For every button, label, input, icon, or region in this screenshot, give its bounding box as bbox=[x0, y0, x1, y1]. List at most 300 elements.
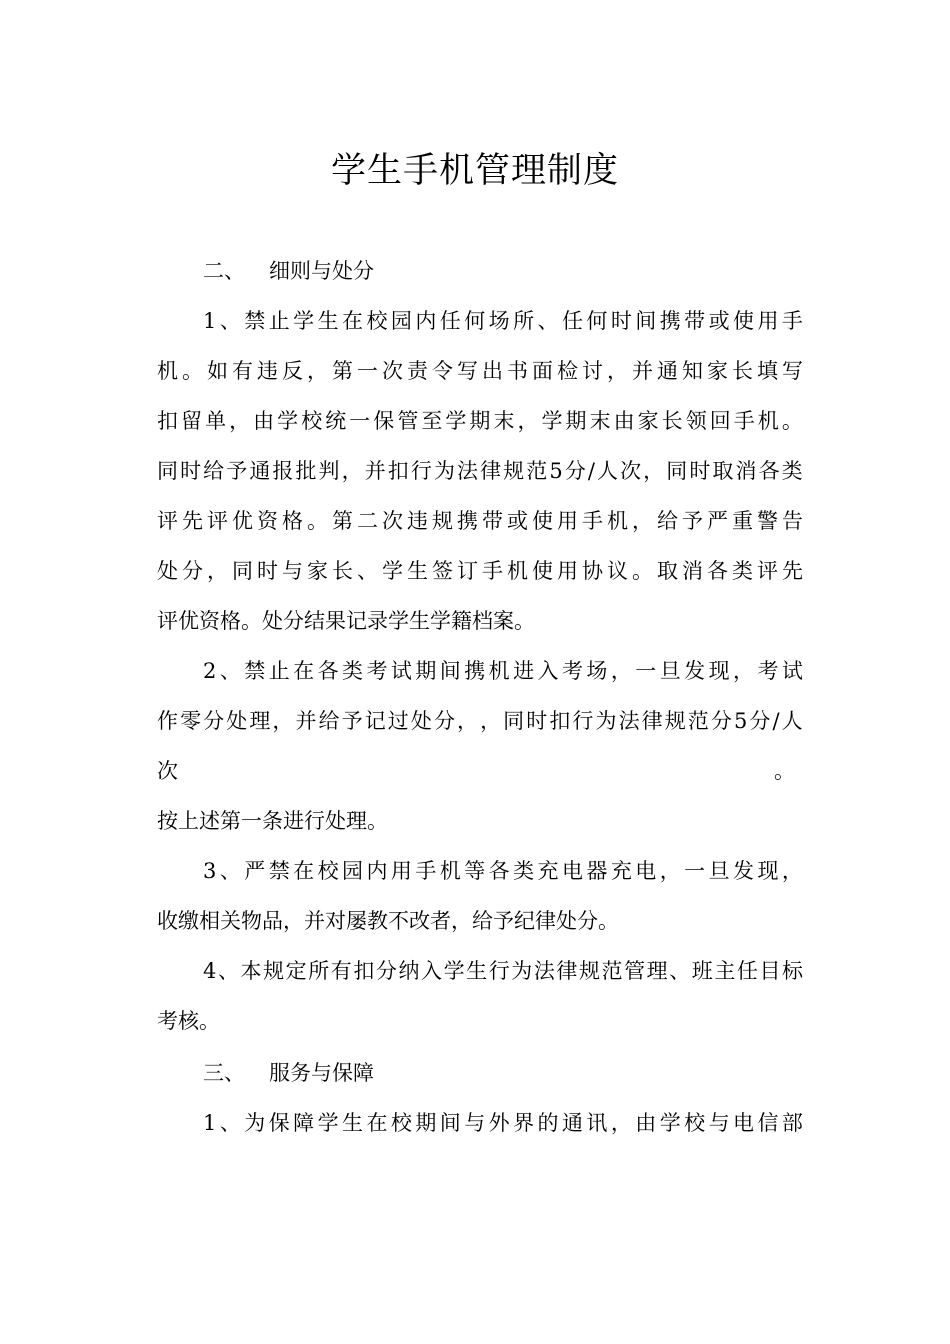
glyph: 一 bbox=[684, 859, 706, 883]
glyph: 给 bbox=[318, 709, 340, 733]
glyph: 行 bbox=[488, 959, 510, 983]
glyph: 处 bbox=[226, 709, 248, 733]
glyph: 场 bbox=[488, 309, 510, 333]
glyph: 告 bbox=[782, 509, 803, 533]
glyph: 与 bbox=[464, 1111, 486, 1135]
glyph: 写 bbox=[782, 359, 803, 383]
glyph: 协 bbox=[582, 559, 603, 583]
glyph: 在 bbox=[293, 859, 315, 883]
glyph: 并 bbox=[364, 459, 386, 483]
glyph: 扣 bbox=[157, 409, 178, 433]
glyph: 类 bbox=[513, 859, 535, 883]
glyph: 二 bbox=[357, 509, 378, 533]
glyph: 期 bbox=[469, 409, 491, 433]
glyph: 园 bbox=[342, 859, 363, 883]
glyph: 分 bbox=[433, 709, 455, 733]
glyph: 各 bbox=[488, 859, 510, 883]
glyph: 管 bbox=[624, 959, 646, 983]
glyph: 分 bbox=[203, 709, 225, 733]
glyph: 取 bbox=[712, 459, 734, 483]
glyph: 学 bbox=[382, 559, 403, 583]
glyph: 、 bbox=[217, 959, 239, 983]
glyph: 予 bbox=[682, 509, 703, 533]
glyph: 理 bbox=[646, 959, 668, 983]
glyph: 学 bbox=[317, 1111, 339, 1135]
glyph: 分 bbox=[375, 959, 397, 983]
glyph: 范 bbox=[687, 709, 709, 733]
glyph: 时 bbox=[689, 459, 711, 483]
glyph: ， bbox=[457, 709, 479, 733]
glyph: 签 bbox=[432, 559, 453, 583]
glyph: 分 bbox=[182, 559, 203, 583]
glyph: 留 bbox=[181, 409, 203, 433]
glyph: 现 bbox=[708, 659, 730, 683]
glyph: 订 bbox=[457, 559, 478, 583]
glyph: 何 bbox=[586, 309, 608, 333]
glyph: 处 bbox=[410, 709, 432, 733]
glyph: 先 bbox=[182, 509, 203, 533]
glyph: 机 bbox=[488, 659, 510, 683]
glyph: 禁 bbox=[268, 859, 290, 883]
glyph: 讨 bbox=[582, 359, 603, 383]
glyph: 定 bbox=[285, 959, 307, 983]
glyph: 讯 bbox=[586, 1111, 608, 1135]
glyph: 学 bbox=[659, 1111, 681, 1135]
glyph: 优 bbox=[232, 509, 253, 533]
glyph: 障 bbox=[293, 1111, 315, 1135]
glyph: 学 bbox=[443, 959, 465, 983]
glyph: 检 bbox=[557, 359, 578, 383]
glyph: 范 bbox=[601, 959, 623, 983]
glyph: 考 bbox=[561, 659, 583, 683]
glyph: 先 bbox=[782, 559, 803, 583]
glyph: 规 bbox=[503, 459, 525, 483]
glyph: 禁 bbox=[244, 309, 266, 333]
section-title: 服务与保障 bbox=[269, 1061, 374, 1085]
glyph: 批 bbox=[295, 459, 317, 483]
glyph: 在 bbox=[342, 309, 363, 333]
glyph: 第 bbox=[332, 509, 353, 533]
glyph: 部 bbox=[781, 1111, 803, 1135]
glyph: ， bbox=[781, 859, 803, 883]
glyph: 入 bbox=[421, 959, 442, 983]
paragraph-line bbox=[157, 396, 803, 446]
glyph: 律 bbox=[480, 459, 502, 483]
glyph: ， bbox=[272, 709, 294, 733]
glyph: 评 bbox=[207, 509, 228, 533]
section-heading-2 bbox=[203, 246, 803, 296]
glyph: 所 bbox=[513, 309, 535, 333]
glyph: 发 bbox=[733, 859, 754, 883]
glyph: 由 bbox=[613, 409, 635, 433]
glyph: 为 bbox=[433, 459, 455, 483]
glyph: 第 bbox=[332, 359, 353, 383]
glyph: 使 bbox=[532, 509, 553, 533]
glyph: 领 bbox=[685, 409, 707, 433]
paragraph-line bbox=[203, 1098, 803, 1148]
glyph: 本 bbox=[240, 959, 262, 983]
document-title: 学生手机管理制度 bbox=[330, 151, 619, 191]
glyph: 携 bbox=[659, 309, 681, 333]
glyph: 生 bbox=[466, 959, 488, 983]
glyph: 人 bbox=[781, 709, 803, 733]
glyph: 旦 bbox=[659, 659, 681, 683]
glyph: 通 bbox=[657, 359, 678, 383]
glyph: 重 bbox=[732, 509, 753, 533]
glyph: 与 bbox=[282, 559, 303, 583]
glyph: 予 bbox=[226, 459, 248, 483]
glyph: ， bbox=[229, 409, 251, 433]
glyph: 入 bbox=[537, 659, 559, 683]
glyph: 为 bbox=[244, 1111, 266, 1135]
glyph: 家 bbox=[637, 409, 659, 433]
glyph: 为 bbox=[595, 709, 617, 733]
glyph: 学 bbox=[293, 309, 315, 333]
glyph: 试 bbox=[390, 659, 412, 683]
glyph: 所 bbox=[308, 959, 330, 983]
glyph: 各 bbox=[707, 559, 728, 583]
glyph: 保 bbox=[268, 1111, 290, 1135]
paragraph-line: 收缴相关物品，并对屡教不改者，给予纪律处分。 bbox=[157, 909, 619, 933]
glyph: 或 bbox=[708, 309, 730, 333]
glyph: 用 bbox=[557, 559, 578, 583]
paragraph-line bbox=[157, 446, 803, 496]
glyph: 。 bbox=[307, 509, 328, 533]
glyph: 旦 bbox=[708, 859, 730, 883]
glyph: 园 bbox=[390, 309, 412, 333]
glyph: 各 bbox=[758, 459, 780, 483]
glyph: 场 bbox=[586, 659, 608, 683]
glyph: 3 bbox=[203, 859, 217, 883]
glyph: 学 bbox=[277, 409, 299, 433]
glyph: 与 bbox=[708, 1111, 730, 1135]
glyph: 格 bbox=[282, 509, 303, 533]
glyph: 用 bbox=[757, 309, 779, 333]
glyph: 至 bbox=[421, 409, 443, 433]
glyph: 电 bbox=[561, 859, 583, 883]
glyph: 止 bbox=[268, 309, 290, 333]
glyph: 期 bbox=[565, 409, 587, 433]
glyph: 考 bbox=[366, 659, 388, 683]
glyph: 主 bbox=[714, 959, 736, 983]
glyph: 写 bbox=[457, 359, 478, 383]
glyph: 律 bbox=[556, 959, 578, 983]
glyph: 目 bbox=[759, 959, 781, 983]
glyph: 间 bbox=[635, 309, 657, 333]
paragraph-line: 按上述第一条进行处理。 bbox=[157, 809, 388, 833]
glyph: 一 bbox=[357, 359, 378, 383]
glyph: 时 bbox=[610, 309, 632, 333]
glyph: 、 bbox=[219, 309, 241, 333]
glyph: 记 bbox=[364, 709, 386, 733]
glyph: 并 bbox=[632, 359, 653, 383]
glyph: 带 bbox=[482, 509, 503, 533]
glyph: 用 bbox=[390, 859, 412, 883]
glyph: 内 bbox=[366, 859, 388, 883]
glyph: 长 bbox=[732, 359, 753, 383]
paragraph-line: 评优资格。处分结果记录学生学籍档案。 bbox=[157, 609, 535, 633]
glyph: 任 bbox=[439, 309, 461, 333]
glyph: / bbox=[772, 709, 780, 733]
glyph: 校 bbox=[390, 1111, 412, 1135]
glyph: 出 bbox=[482, 359, 503, 383]
glyph: 律 bbox=[641, 709, 663, 733]
glyph: 消 bbox=[682, 559, 703, 583]
glyph: 校 bbox=[317, 859, 339, 883]
glyph: 次 bbox=[382, 359, 403, 383]
glyph: 长 bbox=[332, 559, 353, 583]
glyph: 、 bbox=[537, 309, 559, 333]
glyph: 电 bbox=[635, 859, 657, 883]
glyph: ， bbox=[643, 459, 665, 483]
glyph: 一 bbox=[349, 409, 371, 433]
glyph: 纳 bbox=[398, 959, 420, 983]
glyph: 机 bbox=[607, 509, 628, 533]
glyph: 生 bbox=[342, 1111, 363, 1135]
glyph: 一 bbox=[635, 659, 657, 683]
glyph: 。 bbox=[182, 359, 203, 383]
glyph: 时 bbox=[180, 459, 202, 483]
glyph: 现 bbox=[757, 859, 779, 883]
glyph: 并 bbox=[295, 709, 317, 733]
glyph: 禁 bbox=[244, 659, 266, 683]
glyph: 严 bbox=[707, 509, 728, 533]
glyph: ， bbox=[632, 509, 653, 533]
line-text: 次 bbox=[157, 759, 178, 783]
paragraph-line bbox=[203, 646, 803, 696]
glyph: 通 bbox=[561, 1111, 583, 1135]
glyph: 在 bbox=[366, 1111, 388, 1135]
glyph: 为 bbox=[511, 959, 533, 983]
glyph: 保 bbox=[373, 409, 395, 433]
glyph: 期 bbox=[415, 1111, 437, 1135]
glyph: 各 bbox=[317, 659, 339, 683]
glyph: 充 bbox=[610, 859, 632, 883]
glyph: 考 bbox=[757, 659, 779, 683]
glyph: 资 bbox=[257, 509, 278, 533]
paragraph-line bbox=[203, 846, 803, 896]
glyph: 统 bbox=[325, 409, 347, 433]
glyph: 同 bbox=[232, 559, 253, 583]
glyph: 次 bbox=[620, 459, 642, 483]
glyph: 判 bbox=[318, 459, 340, 483]
glyph: ， bbox=[207, 559, 228, 583]
paragraph-line bbox=[157, 496, 803, 546]
glyph: 手 bbox=[415, 859, 437, 883]
glyph: 手 bbox=[781, 309, 803, 333]
glyph: 信 bbox=[757, 1111, 779, 1135]
glyph: 间 bbox=[439, 1111, 461, 1135]
glyph: 填 bbox=[757, 359, 778, 383]
glyph: 有 bbox=[330, 959, 352, 983]
glyph: 机 bbox=[157, 359, 178, 383]
glyph: 类 bbox=[781, 459, 803, 483]
glyph: 家 bbox=[707, 359, 728, 383]
glyph: 界 bbox=[513, 1111, 535, 1135]
glyph: 、 bbox=[219, 859, 241, 883]
glyph: 扣 bbox=[549, 709, 571, 733]
glyph: 给 bbox=[203, 459, 225, 483]
glyph: 分 bbox=[564, 459, 586, 483]
glyph: 的 bbox=[537, 1111, 559, 1135]
glyph: 器 bbox=[586, 859, 608, 883]
glyph: 有 bbox=[232, 359, 253, 383]
paragraph-line bbox=[157, 346, 803, 396]
glyph: 作 bbox=[157, 709, 178, 733]
glyph: 带 bbox=[684, 309, 706, 333]
glyph: 行 bbox=[410, 459, 432, 483]
glyph: / bbox=[587, 459, 595, 483]
glyph: 携 bbox=[457, 509, 478, 533]
glyph: 面 bbox=[532, 359, 553, 383]
section-number: 三、 bbox=[203, 1061, 245, 1085]
glyph: 止 bbox=[268, 659, 290, 683]
glyph: 电 bbox=[733, 1111, 754, 1135]
glyph: 同 bbox=[503, 709, 525, 733]
glyph: 报 bbox=[272, 459, 294, 483]
glyph: 家 bbox=[307, 559, 328, 583]
glyph: 等 bbox=[464, 859, 486, 883]
glyph: 消 bbox=[735, 459, 757, 483]
glyph: 规 bbox=[432, 509, 453, 533]
glyph: 时 bbox=[526, 709, 548, 733]
glyph: ， bbox=[517, 409, 539, 433]
glyph: 反 bbox=[282, 359, 303, 383]
glyph: 校 bbox=[684, 1111, 706, 1135]
glyph: 令 bbox=[432, 359, 453, 383]
glyph: ， bbox=[610, 659, 632, 683]
glyph: 分 bbox=[710, 709, 732, 733]
glyph: ， bbox=[610, 1111, 632, 1135]
glyph: 校 bbox=[301, 409, 323, 433]
glyph: 议 bbox=[607, 559, 628, 583]
glyph: 范 bbox=[526, 459, 548, 483]
glyph: 机 bbox=[439, 859, 461, 883]
glyph: 时 bbox=[257, 559, 278, 583]
glyph: 警 bbox=[757, 509, 778, 533]
glyph: 充 bbox=[537, 859, 559, 883]
glyph: 、 bbox=[357, 559, 378, 583]
glyph: 评 bbox=[757, 559, 778, 583]
glyph: 携 bbox=[464, 659, 486, 683]
section-title: 细则与处分 bbox=[269, 259, 374, 283]
glyph: 机 bbox=[757, 409, 779, 433]
glyph: 由 bbox=[635, 1111, 657, 1135]
glyph: 生 bbox=[317, 309, 339, 333]
glyph: 手 bbox=[733, 409, 755, 433]
glyph: 同 bbox=[666, 459, 688, 483]
glyph: 4 bbox=[203, 959, 217, 983]
glyph: 试 bbox=[781, 659, 803, 683]
glyph: 或 bbox=[507, 509, 528, 533]
glyph: 人 bbox=[597, 459, 619, 483]
glyph: 用 bbox=[557, 509, 578, 533]
glyph: 1 bbox=[203, 1111, 217, 1135]
glyph: 取 bbox=[657, 559, 678, 583]
glyph: 学 bbox=[445, 409, 467, 433]
glyph: 同 bbox=[157, 459, 178, 483]
glyph: ， bbox=[341, 459, 363, 483]
glyph: 法 bbox=[618, 709, 640, 733]
glyph: 进 bbox=[513, 659, 535, 683]
glyph: 扣 bbox=[387, 459, 409, 483]
glyph: 给 bbox=[657, 509, 678, 533]
paragraph-line bbox=[203, 296, 803, 346]
glyph: 标 bbox=[782, 959, 803, 983]
glyph: 零 bbox=[180, 709, 202, 733]
glyph: 学 bbox=[541, 409, 563, 433]
glyph: 管 bbox=[397, 409, 419, 433]
glyph: 书 bbox=[507, 359, 528, 383]
glyph: 生 bbox=[407, 559, 428, 583]
glyph: 内 bbox=[415, 309, 437, 333]
paragraph-line bbox=[203, 946, 803, 996]
glyph: 在 bbox=[293, 659, 315, 683]
glyph: 责 bbox=[407, 359, 428, 383]
glyph: 使 bbox=[532, 559, 553, 583]
glyph: 法 bbox=[457, 459, 479, 483]
glyph: 处 bbox=[157, 559, 178, 583]
glyph: 手 bbox=[582, 509, 603, 533]
glyph: 使 bbox=[733, 309, 754, 333]
glyph: 、 bbox=[219, 659, 241, 683]
glyph: 理 bbox=[249, 709, 271, 733]
paragraph-line bbox=[157, 696, 803, 746]
glyph: ， bbox=[307, 359, 328, 383]
glyph: 过 bbox=[387, 709, 409, 733]
glyph: 行 bbox=[572, 709, 594, 733]
glyph: 手 bbox=[482, 559, 503, 583]
glyph: 班 bbox=[691, 959, 713, 983]
glyph: ， bbox=[733, 659, 754, 683]
glyph: 通 bbox=[249, 459, 271, 483]
glyph: 回 bbox=[709, 409, 731, 433]
glyph: 次 bbox=[382, 509, 403, 533]
glyph: 末 bbox=[589, 409, 611, 433]
glyph: 、 bbox=[669, 959, 691, 983]
glyph: 5 bbox=[733, 709, 748, 733]
glyph: 任 bbox=[561, 309, 583, 333]
glyph: 发 bbox=[684, 659, 706, 683]
glyph: ， bbox=[480, 709, 502, 733]
glyph: 规 bbox=[664, 709, 686, 733]
section-number: 二、 bbox=[203, 259, 245, 283]
glyph: 知 bbox=[682, 359, 703, 383]
glyph: 末 bbox=[493, 409, 515, 433]
glyph: 1 bbox=[203, 309, 217, 333]
glyph: 。 bbox=[632, 559, 653, 583]
glyph: 由 bbox=[253, 409, 275, 433]
glyph: 、 bbox=[219, 1111, 241, 1135]
glyph: 任 bbox=[736, 959, 758, 983]
glyph: 扣 bbox=[353, 959, 375, 983]
glyph: 法 bbox=[533, 959, 555, 983]
glyph: 规 bbox=[578, 959, 600, 983]
glyph: 违 bbox=[407, 509, 428, 533]
glyph: 类 bbox=[732, 559, 753, 583]
glyph: 间 bbox=[439, 659, 461, 683]
glyph: 规 bbox=[263, 959, 285, 983]
glyph: 机 bbox=[507, 559, 528, 583]
glyph: 校 bbox=[366, 309, 388, 333]
glyph: 如 bbox=[207, 359, 228, 383]
glyph: 违 bbox=[257, 359, 278, 383]
paragraph-line bbox=[157, 746, 803, 796]
section-heading-3 bbox=[203, 1048, 803, 1098]
glyph: 长 bbox=[661, 409, 683, 433]
glyph: ， bbox=[607, 359, 628, 383]
paragraph-line bbox=[157, 546, 803, 596]
